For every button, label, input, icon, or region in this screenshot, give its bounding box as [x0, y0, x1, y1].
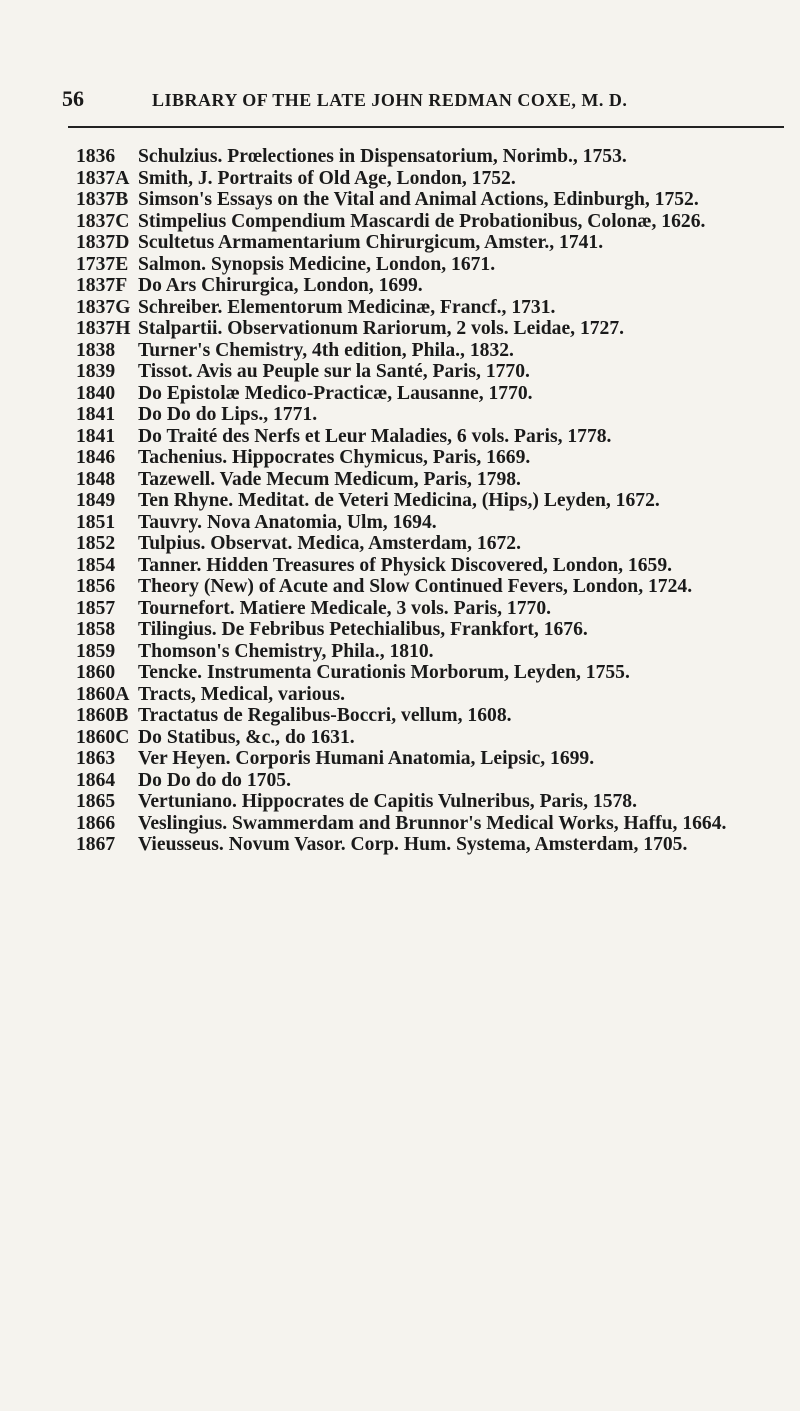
entry-number: 1841	[76, 404, 116, 425]
catalog-entry	[76, 275, 782, 297]
catalog-entry	[76, 748, 782, 770]
catalog-entry	[76, 834, 782, 856]
entry-text: Vertuniano. Hippocrates de Capitis Vulneribus, Paris, 1578.	[138, 791, 637, 812]
catalog-entry	[76, 297, 782, 319]
entry-text: Vieusseus. Novum Vasor. Corp. Hum. Systema, Amsterdam, 1705.	[138, 834, 688, 855]
catalog-entry	[76, 404, 782, 426]
catalog-entry	[76, 619, 782, 641]
catalog-entry	[76, 318, 782, 340]
catalog-entry	[76, 168, 782, 190]
entry-number: 1837B	[76, 189, 129, 210]
entry-text: Scultetus Armamentarium Chirurgicum, Amster., 1741.	[138, 232, 604, 253]
entry-text: Tournefort. Matiere Medicale, 3 vols. Paris, 1770.	[138, 597, 552, 619]
entry-text: Tractatus de Regalibus-Boccri, vellum, 1608.	[138, 705, 512, 726]
entry-number: 1848	[76, 468, 116, 490]
catalog-entry	[76, 189, 782, 211]
entry-text: Stimpelius Compendium Mascardi de Probationibus, Colonæ, 1626.	[138, 210, 706, 232]
entry-number: 1860	[76, 662, 116, 683]
entry-number: 1852	[76, 533, 116, 554]
entry-number: 1837G	[76, 296, 131, 318]
entry-text: Turner's Chemistry, 4th edition, Phila., 1832.	[138, 339, 514, 361]
entry-number: 1860B	[76, 705, 129, 726]
entry-text: Do Ars Chirurgica, London, 1699.	[138, 275, 423, 296]
running-title: LIBRARY OF THE LATE JOHN REDMAN COXE, M. D.	[152, 90, 628, 110]
catalog-entry	[76, 555, 782, 577]
catalog-entry	[76, 533, 782, 555]
catalog-entry	[76, 361, 782, 383]
catalog-entry	[76, 727, 782, 749]
entry-number: 1837D	[76, 232, 130, 253]
catalog-entry	[76, 684, 782, 706]
entry-text: Do Epistolæ Medico-Practicæ, Lausanne, 1770.	[138, 382, 533, 404]
entry-number: 1737E	[76, 253, 129, 275]
entry-text: Tazewell. Vade Mecum Medicum, Paris, 1798.	[138, 468, 521, 490]
catalog-entry	[76, 426, 782, 448]
catalog-entry	[76, 447, 782, 469]
entry-text: Tencke. Instrumenta Curationis Morborum, Leyden, 1755.	[138, 662, 630, 683]
entry-text: Do Traité des Nerfs et Leur Maladies, 6 vols. Paris, 1778.	[138, 425, 612, 447]
entry-number: 1864	[76, 769, 116, 791]
entry-text: Thomson's Chemistry, Phila., 1810.	[138, 640, 434, 662]
entry-number: 1837F	[76, 275, 128, 296]
entry-text: Do Do do Lips., 1771.	[138, 404, 318, 425]
entry-text: Tilingius. De Febribus Petechialibus, Frankfort, 1676.	[138, 619, 588, 640]
entry-text: Do Do do do 1705.	[138, 769, 291, 791]
entry-number: 1865	[76, 791, 116, 812]
catalog-entry	[76, 791, 782, 813]
entry-number: 1837C	[76, 210, 130, 232]
catalog-entry	[76, 254, 782, 276]
entry-number: 1837A	[76, 167, 130, 189]
entry-number: 1856	[76, 576, 116, 597]
entry-number: 1863	[76, 748, 116, 769]
entry-number: 1838	[76, 339, 116, 361]
catalog-entry	[76, 770, 782, 792]
entry-text: Tachenius. Hippocrates Chymicus, Paris, 1669.	[138, 447, 531, 468]
catalog-entry	[76, 641, 782, 663]
catalog-entry	[76, 146, 782, 168]
entry-number: 1860A	[76, 683, 130, 705]
entry-text: Ver Heyen. Corporis Humani Anatomia, Leipsic, 1699.	[138, 748, 595, 769]
entry-text: Schulzius. Prœlectiones in Dispensatorium, Norimb., 1753.	[138, 146, 627, 167]
page-number: 56	[62, 86, 84, 111]
catalog-entry	[76, 512, 782, 534]
catalog-entries	[76, 146, 782, 856]
header-rule	[68, 126, 784, 128]
entry-number: 1859	[76, 640, 116, 662]
entry-text: Salmon. Synopsis Medicine, London, 1671.	[138, 253, 496, 275]
entry-text: Theory (New) of Acute and Slow Continued Fevers, London, 1724.	[138, 576, 693, 597]
entry-number: 1858	[76, 619, 116, 640]
catalog-entry	[76, 662, 782, 684]
entry-text: Tulpius. Observat. Medica, Amsterdam, 1672.	[138, 533, 521, 554]
catalog-entry	[76, 705, 782, 727]
entry-number: 1860C	[76, 726, 130, 748]
entry-number: 1836	[76, 146, 116, 167]
entry-text: Stalpartii. Observationum Rariorum, 2 vols. Leidae, 1727.	[138, 318, 625, 339]
catalog-entry	[76, 211, 782, 233]
catalog-entry	[76, 813, 782, 835]
entry-text: Do Statibus, &c., do 1631.	[138, 726, 355, 748]
catalog-entry	[76, 232, 782, 254]
entry-number: 1837H	[76, 318, 131, 339]
entry-text: Veslingius. Swammerdam and Brunnor's Medical Works, Haffu, 1664.	[138, 812, 727, 834]
entry-text: Smith, J. Portraits of Old Age, London, 1752.	[138, 167, 516, 189]
entry-text: Ten Rhyne. Meditat. de Veteri Medicina, (Hips,) Leyden, 1672.	[138, 490, 660, 511]
entry-number: 1857	[76, 597, 116, 619]
catalog-entry	[76, 576, 782, 598]
entry-number: 1839	[76, 361, 116, 382]
entry-number: 1846	[76, 447, 116, 468]
catalog-entry	[76, 340, 782, 362]
entry-number: 1851	[76, 511, 116, 533]
entry-number: 1854	[76, 554, 116, 576]
entry-number: 1841	[76, 425, 116, 447]
page-header	[62, 86, 782, 120]
entry-number: 1867	[76, 834, 116, 855]
entry-text: Tanner. Hidden Treasures of Physick Discovered, London, 1659.	[138, 554, 673, 576]
entry-text: Tauvry. Nova Anatomia, Ulm, 1694.	[138, 511, 437, 533]
entry-text: Tissot. Avis au Peuple sur la Santé, Paris, 1770.	[138, 361, 530, 382]
catalog-entry	[76, 490, 782, 512]
catalog-entry	[76, 383, 782, 405]
entry-text: Tracts, Medical, various.	[138, 683, 345, 705]
entry-number: 1849	[76, 490, 116, 511]
entry-text: Schreiber. Elementorum Medicinæ, Francf., 1731.	[138, 296, 556, 318]
catalog-entry	[76, 469, 782, 491]
entry-number: 1840	[76, 382, 116, 404]
catalog-entry	[76, 598, 782, 620]
entry-text: Simson's Essays on the Vital and Animal Actions, Edinburgh, 1752.	[138, 189, 699, 210]
entry-number: 1866	[76, 812, 116, 834]
